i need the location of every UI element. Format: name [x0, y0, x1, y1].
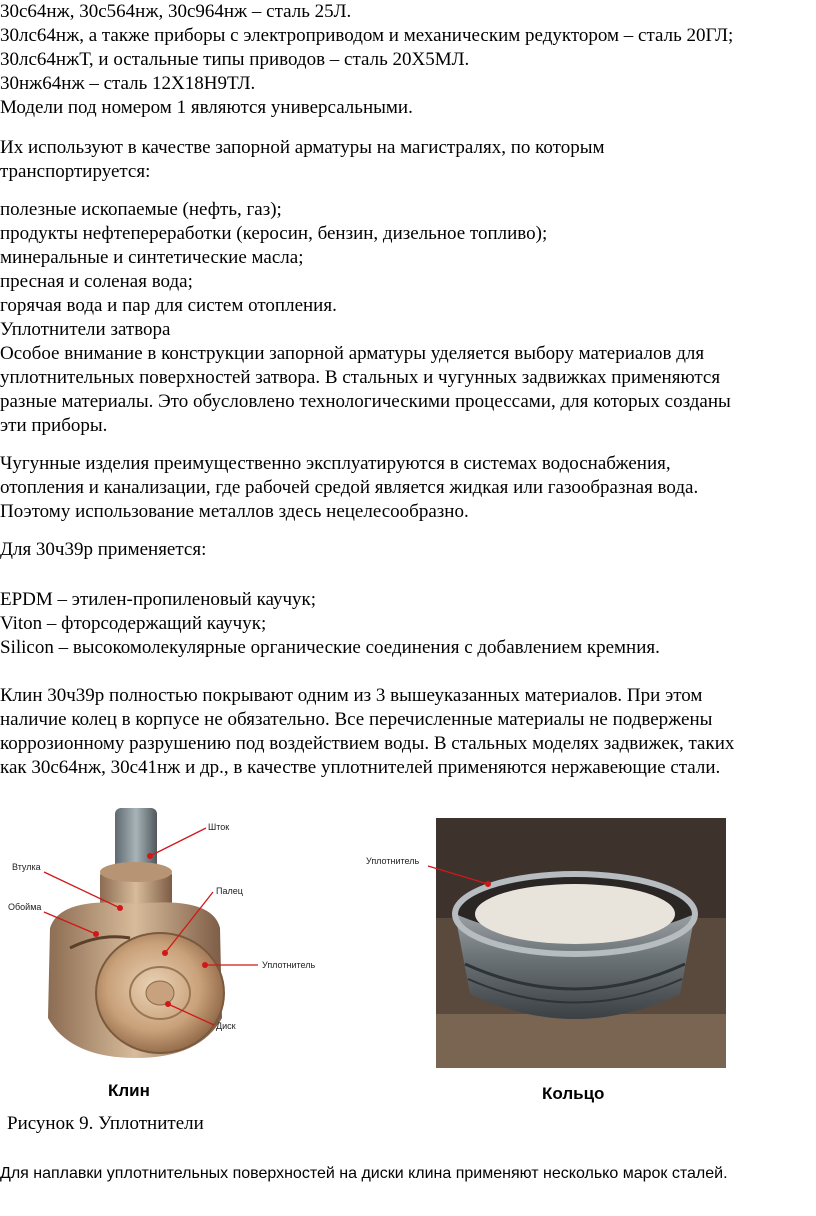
label-pin: Палец	[216, 886, 243, 896]
text-line: отопления и канализации, где рабочей средой является жидкая или газообразная вода.	[0, 477, 699, 498]
list-item: Silicon – высокомолекулярные органические соединения с добавлением кремния.	[0, 637, 660, 658]
text-line: 30лс64нжТ, и остальные типы приводов – сталь 20Х5МЛ.	[0, 49, 470, 70]
text-line: Особое внимание в конструкции запорной арматуры уделяется выбору материалов для	[0, 343, 705, 364]
text-line: коррозионному разрушению под воздействием воды. В стальных моделях задвижек, таких	[0, 733, 735, 754]
list-item: горячая вода и пар для систем отопления.	[0, 295, 337, 316]
text-line: 30нж64нж – сталь 12Х18Н9ТЛ.	[0, 73, 256, 94]
label-cage: Обойма	[8, 902, 42, 912]
figure-title: Рисунок 9. Уплотнители	[7, 1113, 204, 1134]
text-line: 30с64нж, 30с564нж, 30с964нж – сталь 25Л.	[0, 1, 352, 22]
list-item: пресная и соленая вода;	[0, 271, 193, 292]
ring-photo	[360, 814, 730, 1072]
text-line: Для 30ч39р применяется:	[0, 539, 207, 560]
label-bushing: Втулка	[12, 862, 41, 872]
text-line: Их используют в качестве запорной арматуры на магистралях, по которым	[0, 137, 605, 158]
text-line: Для наплавки уплотнительных поверхностей на диски клина применяют несколько марок сталей.	[0, 1165, 728, 1182]
list-item: продукты нефтепереработки (керосин, бензин, дизельное топливо);	[0, 223, 548, 244]
label-disc: Диск	[216, 1021, 236, 1031]
wedge-illustration	[0, 808, 340, 1068]
section-heading: Уплотнители затвора	[0, 319, 171, 340]
caption-ring: Кольцо	[542, 1084, 605, 1103]
list-item: Viton – фторсодержащий каучук;	[0, 613, 267, 634]
text-line: Чугунные изделия преимущественно эксплуатируются в системах водоснабжения,	[0, 453, 671, 474]
text-line: Поэтому использование металлов здесь нецелесообразно.	[0, 501, 469, 522]
text-line: эти приборы.	[0, 415, 108, 436]
text-line: транспортируется:	[0, 161, 151, 182]
text-line: Модели под номером 1 являются универсальными.	[0, 97, 413, 118]
text-line: наличие колец в корпусе не обязательно. Все перечисленные материалы не подвержены	[0, 709, 713, 730]
list-item: полезные ископаемые (нефть, газ);	[0, 199, 282, 220]
list-item: минеральные и синтетические масла;	[0, 247, 304, 268]
text-line: как 30с64нж, 30с41нж и др., в качестве уплотнителей применяются нержавеющие стали.	[0, 757, 721, 778]
ring-figure	[360, 814, 730, 1072]
text-line: разные материалы. Это обусловлено технологическими процессами, для которых созданы	[0, 391, 731, 412]
label-seal: Уплотнитель	[262, 960, 316, 970]
text-line: 30лс64нж, а также приборы с электроприводом и механическим редуктором – сталь 20ГЛ;	[0, 25, 734, 46]
caption-wedge: Клин	[108, 1081, 150, 1100]
text-line: уплотнительных поверхностей затвора. В стальных и чугунных задвижках применяются	[0, 367, 721, 388]
wedge-figure	[0, 808, 340, 1068]
text-line: Клин 30ч39р полностью покрывают одним из 3 вышеуказанных материалов. При этом	[0, 685, 703, 706]
list-item: EPDM – этилен-пропиленовый каучук;	[0, 589, 317, 610]
label-ring-seal: Уплотнитель	[366, 856, 420, 866]
label-stem: Шток	[208, 822, 230, 832]
